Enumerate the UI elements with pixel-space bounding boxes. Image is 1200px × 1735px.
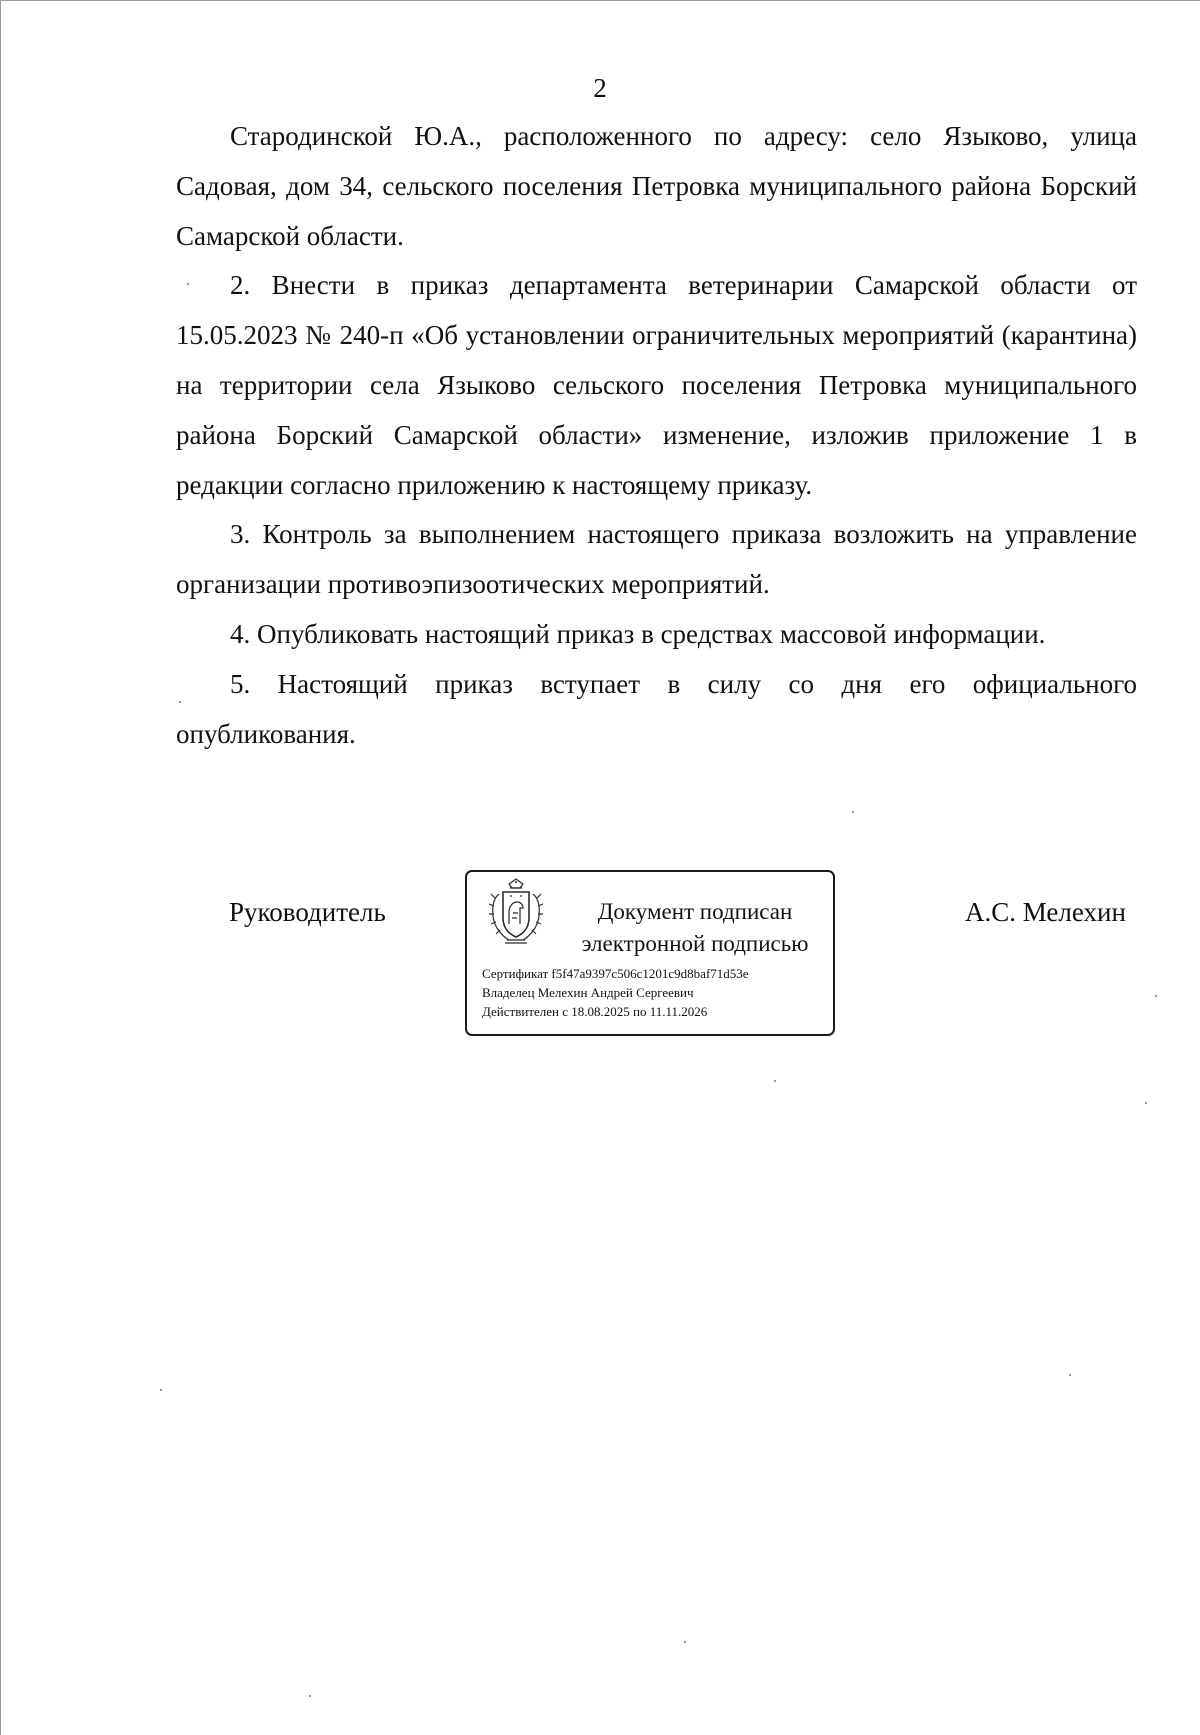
paragraph-item-5: 5. Настоящий приказ вступает в силу со дня его официального опубликования. <box>176 668 1137 749</box>
signature-block <box>0 868 1200 1038</box>
scan-speck <box>1069 1374 1071 1376</box>
document-body <box>176 112 1137 759</box>
paragraph-continuation: Стародинской Ю.А., расположенного по адресу: село Языково, улица Садовая, дом 34, сельского поселения Петровка муниципального района Борский Самарской области. <box>176 121 1137 251</box>
electronic-signature-stamp <box>465 870 835 1036</box>
stamp-heading-line-2: электронной подписью <box>581 931 809 956</box>
coat-of-arms-icon <box>487 878 545 946</box>
scan-edge-top <box>0 0 1200 1</box>
certificate-validity: Действителен с 18.08.2025 по 11.11.2026 <box>482 1004 708 1019</box>
paragraph-item-2: 2. Внести в приказ департамента ветеринарии Самарской области от 15.05.2023 № 240-п «Об установлении ограничительных мероприятий (карантина) на территории села Языково сельского поселения Петровка муниципального района Борский Самарской области» изменение, изложив приложение 1 в редакции согласно приложению к настоящему приказу. <box>176 270 1137 500</box>
signer-name: А.С. Мелехин <box>965 897 1126 927</box>
scan-speck <box>187 283 189 285</box>
stamp-details <box>482 964 827 1021</box>
scan-speck <box>684 1641 686 1643</box>
paragraph-item-3: 3. Контроль за выполнением настоящего приказа возложить на управление организации противоэпизоотических мероприятий. <box>176 519 1137 600</box>
scan-speck <box>1155 995 1157 997</box>
scan-speck <box>179 701 181 703</box>
certificate-owner: Владелец Мелехин Андрей Сергеевич <box>482 985 694 1000</box>
certificate-number: Сертификат f5f47a9397c506c1201c9d8baf71d53e <box>482 966 749 981</box>
scan-speck <box>774 1080 776 1082</box>
scan-speck <box>1145 1102 1147 1104</box>
scan-speck <box>852 811 854 813</box>
page-number: 2 <box>593 73 607 103</box>
stamp-heading <box>567 896 823 960</box>
signer-position: Руководитель <box>229 897 386 927</box>
paragraph-item-4: 4. Опубликовать настоящий приказ в средствах массовой информации. <box>230 618 1046 649</box>
scan-speck <box>160 1389 162 1391</box>
scan-speck <box>309 1695 311 1697</box>
stamp-heading-line-1: Документ подписан <box>597 899 793 924</box>
